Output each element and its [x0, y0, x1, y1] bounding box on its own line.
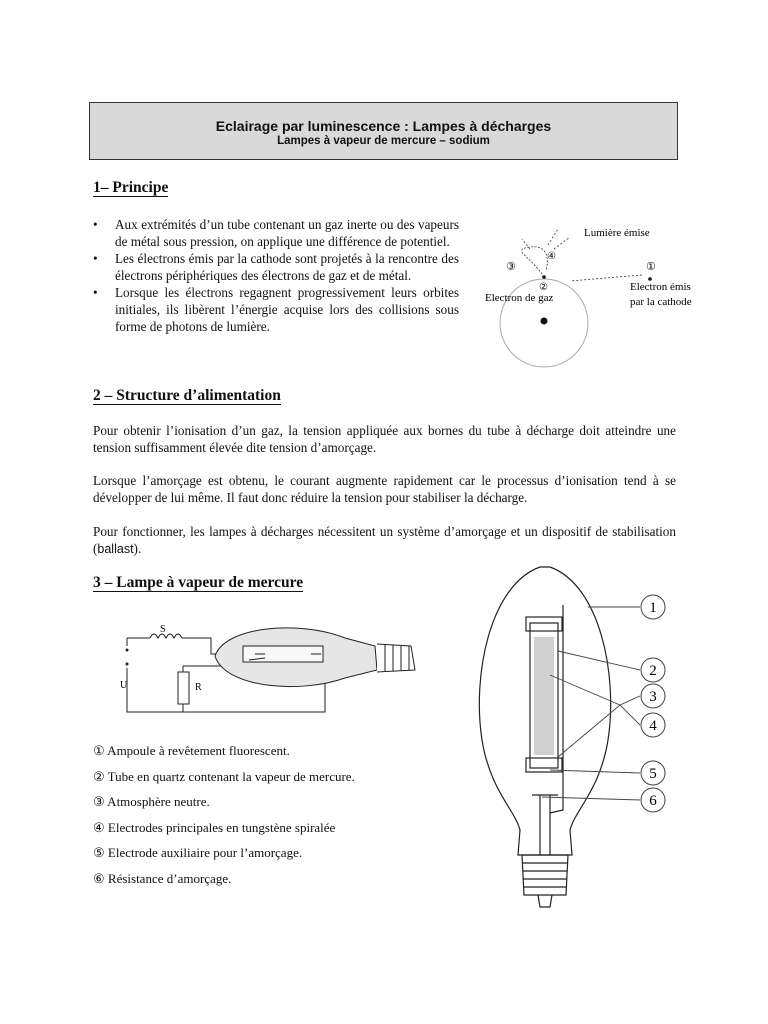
- list-item: ② Tube en quartz contenant la vapeur de mercure.: [93, 768, 355, 784]
- callout-3-label: 3: [649, 689, 657, 705]
- tube-top-cap: [526, 617, 562, 631]
- callout-5-label: 5: [649, 766, 657, 782]
- paragraph-stabilise: Lorsque l’amorçage est obtenu, le courant augmente rapidement car le processus d’ionisation tend à se développer de lui même. Il faut donc réduire la tension pour stabiliser la décharge.: [93, 473, 676, 505]
- source-terminal-top: [126, 649, 129, 652]
- paragraph-ignition: Pour obtenir l’ionisation d’un gaz, la tension appliquée aux bornes du tube à décharge doit atteindre une tension suffisamment élevée dite tension d’amorçage.: [93, 423, 676, 455]
- gas-electron-label: Electron de gaz: [485, 292, 554, 304]
- emitted-electron: [648, 277, 652, 281]
- inductor-s: [150, 634, 182, 638]
- paragraph-ballast: Pour fonctionner, les lampes à décharges nécessitent un système d’amorçage et un dispositif de stabilisation (ballast).: [93, 524, 676, 556]
- mercury-vapour-fill: [534, 637, 554, 755]
- list-item: ① Ampoule à revêtement fluorescent.: [93, 743, 290, 758]
- principle-bullet-list: [93, 216, 459, 335]
- leader-2: [558, 651, 640, 670]
- list-item: • Aux extrémités d’un tube contenant un gaz inerte ou des vapeurs de métal sous pression, on applique une différence de potentiel.: [93, 216, 459, 250]
- source-terminal-bottom: [126, 663, 129, 666]
- section-1-heading: 1– Principe: [93, 179, 169, 196]
- emitted-electron-label-line1: Electron émis: [630, 281, 691, 293]
- resistor-r: [178, 672, 189, 704]
- lamp-circuit-diagram: [115, 608, 425, 718]
- callout-1-label: 1: [649, 600, 657, 616]
- ballast-word: ballast: [97, 542, 134, 556]
- mark-1: ①: [646, 261, 656, 273]
- document-title: Eclairage par luminescence : Lampes à décharges: [215, 118, 552, 134]
- electron-path: [522, 247, 548, 277]
- ionisation-diagram: [470, 215, 710, 365]
- circuit-top-wire: [127, 638, 150, 646]
- light-arrow-1: [548, 229, 558, 245]
- list-item: • Lorsque les électrons regagnent progressivement leurs orbites initiales, ils libèrent l’énergie acquise lors des collisions sous forme de photons de lumière.: [93, 284, 459, 335]
- mark-3: ③: [506, 261, 516, 273]
- list-item: ⑥ Résistance d’amorçage.: [93, 870, 232, 886]
- list-item: ⑤ Electrode auxiliaire pour l’amorçage.: [93, 845, 303, 860]
- leader-4: [558, 705, 640, 757]
- circuit-label-s: S: [160, 624, 166, 635]
- emitted-electron-label-line2: par la cathode: [630, 296, 692, 308]
- title-box: [89, 102, 678, 160]
- circuit-label-r: R: [195, 682, 202, 693]
- light-label: Lumière émise: [584, 227, 650, 239]
- section-3-heading: 3 – Lampe à vapeur de mercure: [93, 574, 304, 591]
- mark-2: ②: [539, 282, 548, 293]
- callout-6-label: 6: [649, 793, 657, 809]
- callout-4-label: 4: [649, 718, 657, 734]
- base-contact: [538, 895, 552, 907]
- lower-stem: [532, 795, 558, 855]
- atom-nucleus: [541, 318, 548, 325]
- circuit-label-u: U: [120, 680, 128, 691]
- mark-4: ④: [547, 251, 556, 262]
- list-item: ④ Electrodes principales en tungstène spiralée: [93, 819, 336, 835]
- light-arrow-3: [522, 239, 530, 249]
- list-item: ③ Atmosphère neutre.: [93, 794, 210, 809]
- base-threads: [522, 863, 568, 887]
- lamp-parts-legend: [93, 743, 355, 896]
- light-arrow-2: [554, 237, 570, 249]
- callout-2-label: 2: [649, 663, 657, 679]
- leader-6: [542, 797, 640, 800]
- section-2-heading: 2 – Structure d’alimentation: [93, 387, 281, 404]
- mercury-lamp-illustration: [470, 565, 700, 910]
- list-item: • Les électrons émis par la cathode sont projetés à la rencontre des électrons périphériques des électrons de gaz et de métal.: [93, 250, 459, 284]
- document-subtitle: Lampes à vapeur de mercure – sodium: [277, 135, 490, 147]
- lamp-base: [522, 855, 568, 895]
